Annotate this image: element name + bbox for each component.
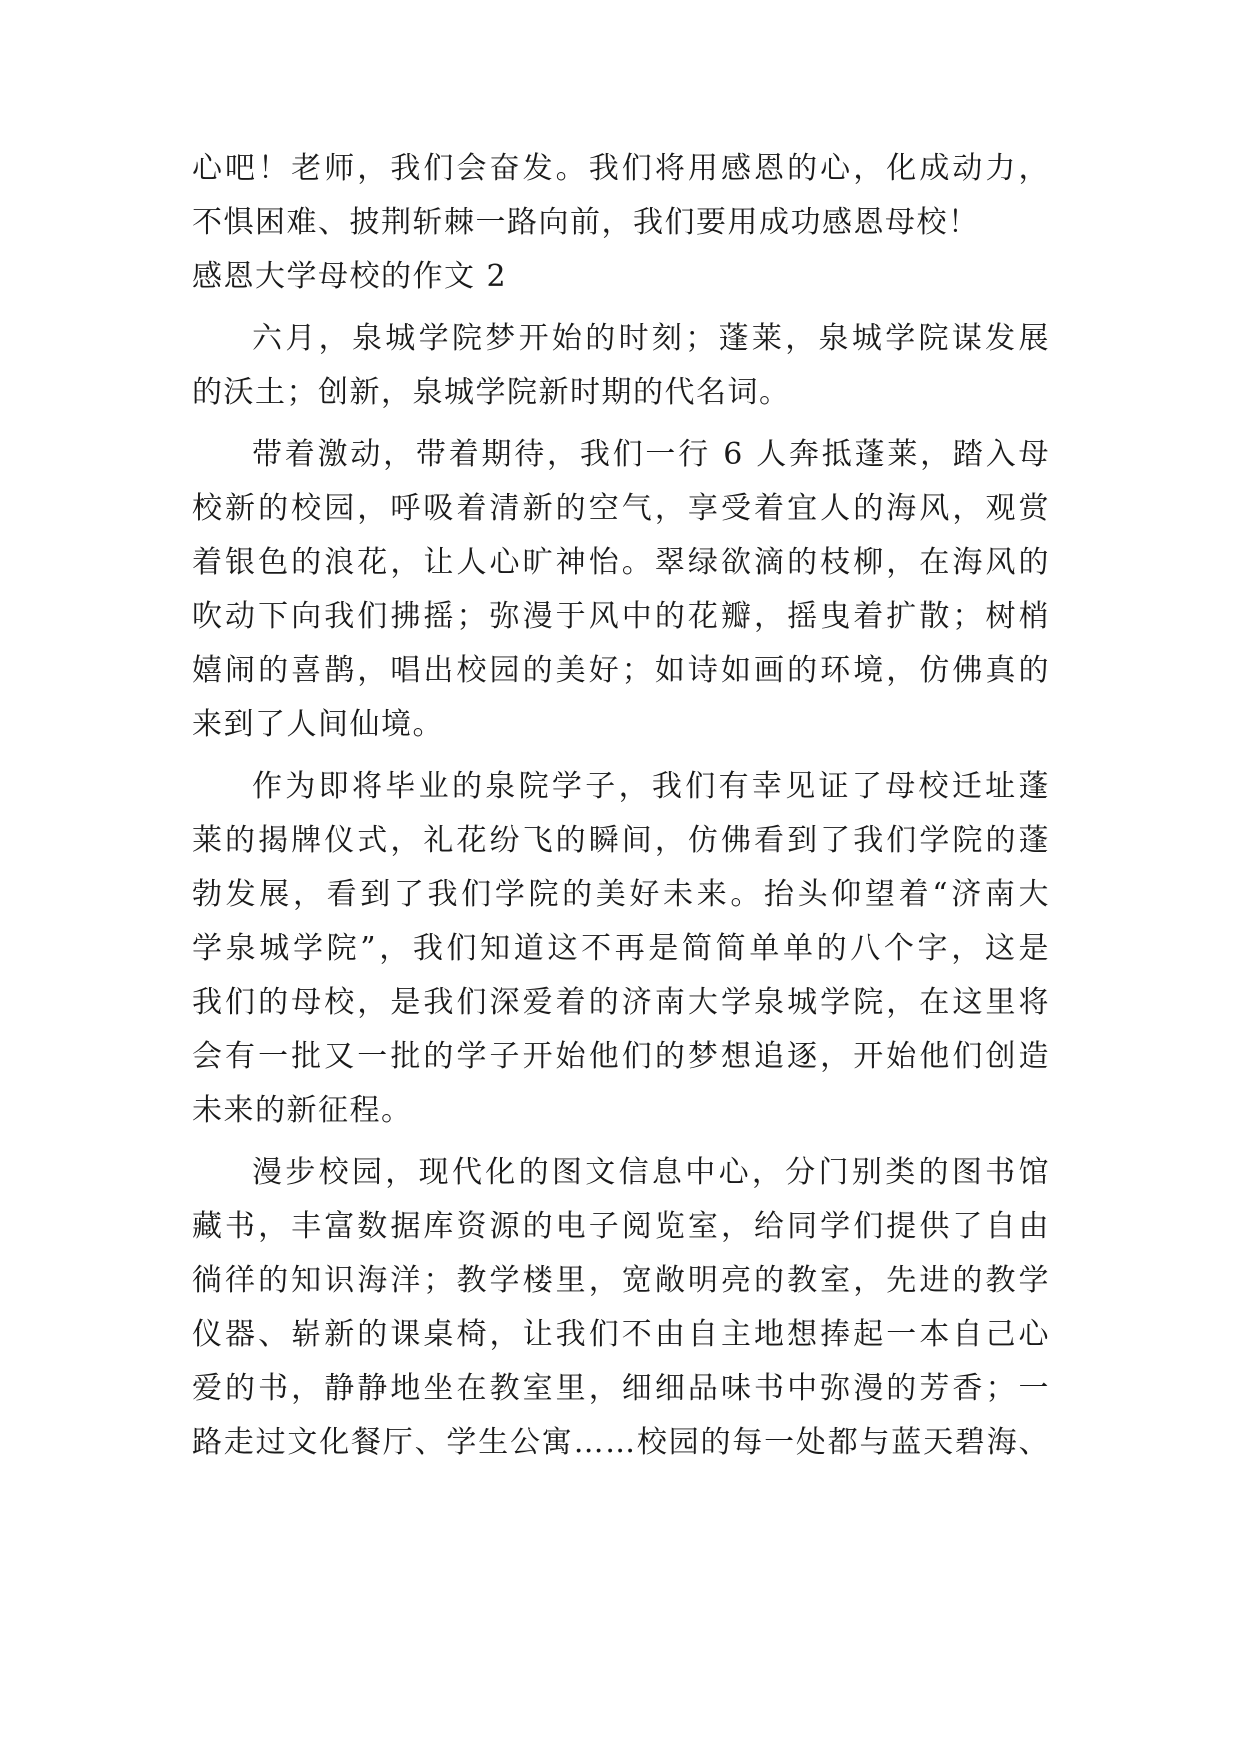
intro-line: 不惧困难、披荆斩棘一路向前，我们要用成功感恩母校！ <box>192 205 980 240</box>
paragraph-1-line: 六月，泉城学院梦开始的时刻；蓬莱，泉城学院谋发展 <box>252 321 1050 356</box>
paragraph-3-line: 未来的新征程。 <box>192 1093 413 1128</box>
section-heading: 感恩大学母校的作文 2 <box>192 259 508 294</box>
paragraph-3-line: 勃发展，看到了我们学院的美好未来。抬头仰望着“济南大 <box>192 877 1050 912</box>
paragraph-2-line: 校新的校园，呼吸着清新的空气，享受着宜人的海风，观赏 <box>192 491 1050 526</box>
paragraph-4-line: 仪器、崭新的课桌椅，让我们不由自主地想捧起一本自己心 <box>192 1317 1050 1352</box>
paragraph-3-line: 我们的母校，是我们深爱着的济南大学泉城学院，在这里将 <box>192 985 1050 1020</box>
paragraph-3-line: 学泉城学院”，我们知道这不再是简简单单的八个字，这是 <box>192 931 1050 966</box>
paragraph-3-line: 会有一批又一批的学子开始他们的梦想追逐，开始他们创造 <box>192 1039 1050 1074</box>
paragraph-3-line: 莱的揭牌仪式，礼花纷飞的瞬间，仿佛看到了我们学院的蓬 <box>192 823 1050 858</box>
paragraph-2-line: 着银色的浪花，让人心旷神怡。翠绿欲滴的枝柳，在海风的 <box>192 545 1050 580</box>
paragraph-4-line: 路走过文化餐厅、学生公寓……校园的每一处都与蓝天碧海、 <box>192 1425 1050 1460</box>
paragraph-4-line: 爱的书，静静地坐在教室里，细细品味书中弥漫的芳香；一 <box>192 1371 1050 1406</box>
paragraph-2-line: 吹动下向我们拂摇；弥漫于风中的花瓣，摇曳着扩散；树梢 <box>192 599 1050 634</box>
paragraph-4-line: 漫步校园，现代化的图文信息中心，分门别类的图书馆 <box>252 1155 1050 1190</box>
paragraph-2-line: 来到了人间仙境。 <box>192 707 444 742</box>
paragraph-1-line: 的沃土；创新，泉城学院新时期的代名词。 <box>192 375 791 410</box>
paragraph-3-line: 作为即将毕业的泉院学子，我们有幸见证了母校迁址蓬 <box>252 769 1050 804</box>
intro-line: 心吧！老师，我们会奋发。我们将用感恩的心，化成动力， <box>192 151 1050 186</box>
paragraph-4-line: 徜徉的知识海洋；教学楼里，宽敞明亮的教室，先进的教学 <box>192 1263 1050 1298</box>
paragraph-2-line: 带着激动，带着期待，我们一行 6 人奔抵蓬莱，踏入母 <box>252 437 1050 472</box>
paragraph-4-line: 藏书，丰富数据库资源的电子阅览室，给同学们提供了自由 <box>192 1209 1050 1244</box>
paragraph-2-line: 嬉闹的喜鹊，唱出校园的美好；如诗如画的环境，仿佛真的 <box>192 653 1050 688</box>
